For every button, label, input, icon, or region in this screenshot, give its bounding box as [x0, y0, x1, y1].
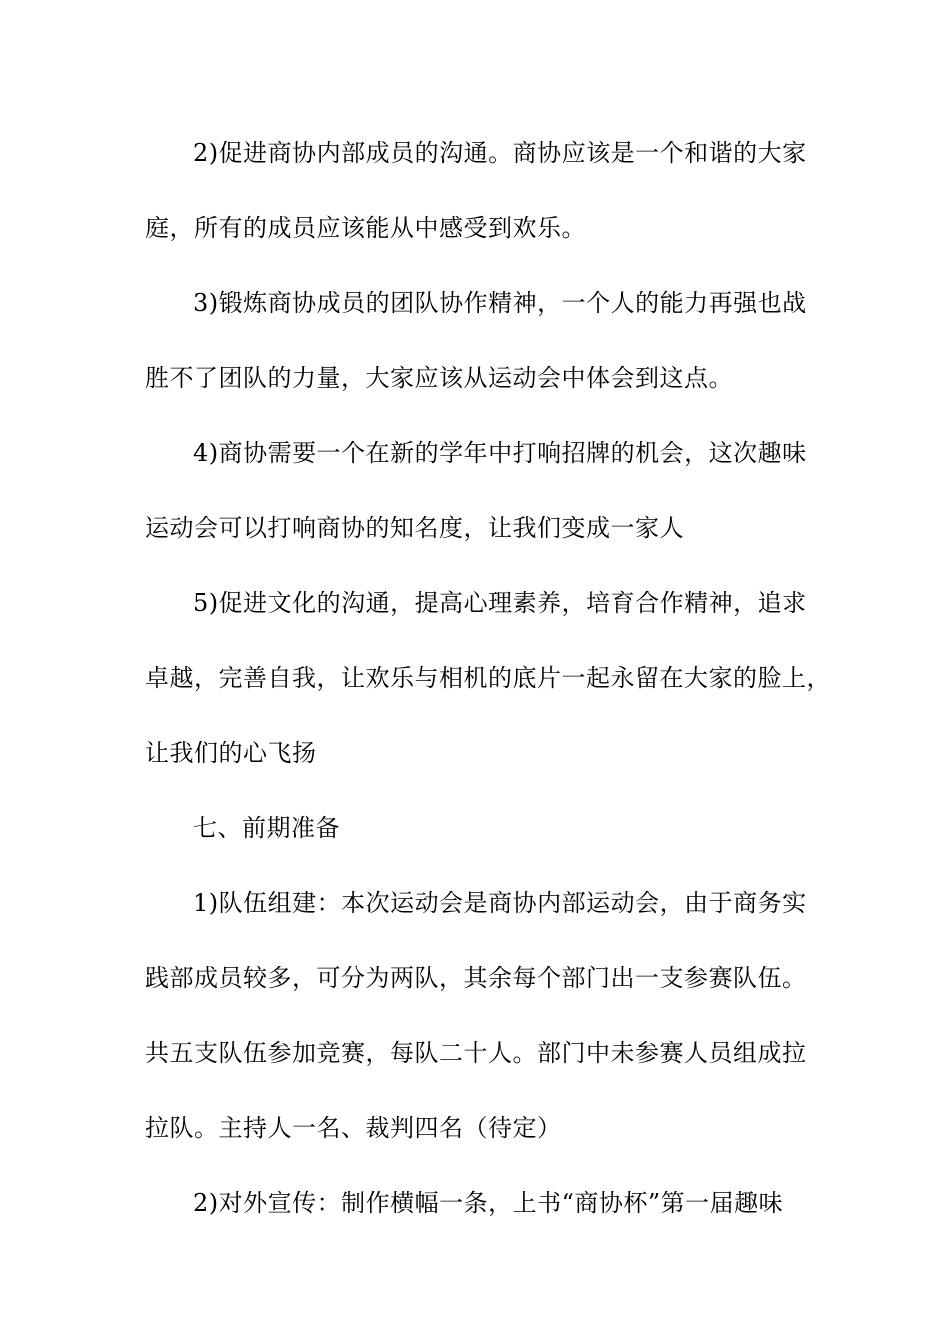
- prep-item-1-line-2: 践部成员较多，可分为两队，其余每个部门出一支参赛队伍。: [145, 964, 807, 992]
- paragraph-3-line-1: 3)锻炼商协成员的团队协作精神，一个人的能力再强也战: [193, 289, 807, 317]
- prep-item-1-line-3: 共五支队伍参加竞赛，每队二十人。部门中未参赛人员组成拉: [145, 1039, 807, 1067]
- prep-item-1-line-4: 拉队。主持人一名、裁判四名（待定）: [145, 1114, 562, 1142]
- section-heading-7: 七、前期准备: [193, 814, 340, 842]
- paragraph-5-line-3: 让我们的心飞扬: [145, 739, 317, 767]
- paragraph-3-line-2: 胜不了团队的力量，大家应该从运动会中体会到这点。: [145, 364, 733, 392]
- paragraph-4-line-1: 4)商协需要一个在新的学年中打响招牌的机会，这次趣味: [193, 439, 807, 467]
- paragraph-2-line-1: 2)促进商协内部成员的沟通。商协应该是一个和谐的大家: [193, 139, 807, 167]
- paragraph-2-line-2: 庭，所有的成员应该能从中感受到欢乐。: [145, 214, 586, 242]
- prep-item-2-line-1: 2)对外宣传：制作横幅一条，上书“商协杯”第一届趣味: [193, 1189, 784, 1217]
- paragraph-5-line-2: 卓越，完善自我，让欢乐与相机的底片一起永留在大家的脸上，: [145, 664, 831, 692]
- prep-item-1-line-1: 1)队伍组建：本次运动会是商协内部运动会，由于商务实: [193, 889, 807, 917]
- paragraph-4-line-2: 运动会可以打响商协的知名度，让我们变成一家人: [145, 514, 684, 542]
- paragraph-5-line-1: 5)促进文化的沟通，提高心理素养，培育合作精神，追求: [193, 589, 807, 617]
- document-body: [145, 128, 831, 1253]
